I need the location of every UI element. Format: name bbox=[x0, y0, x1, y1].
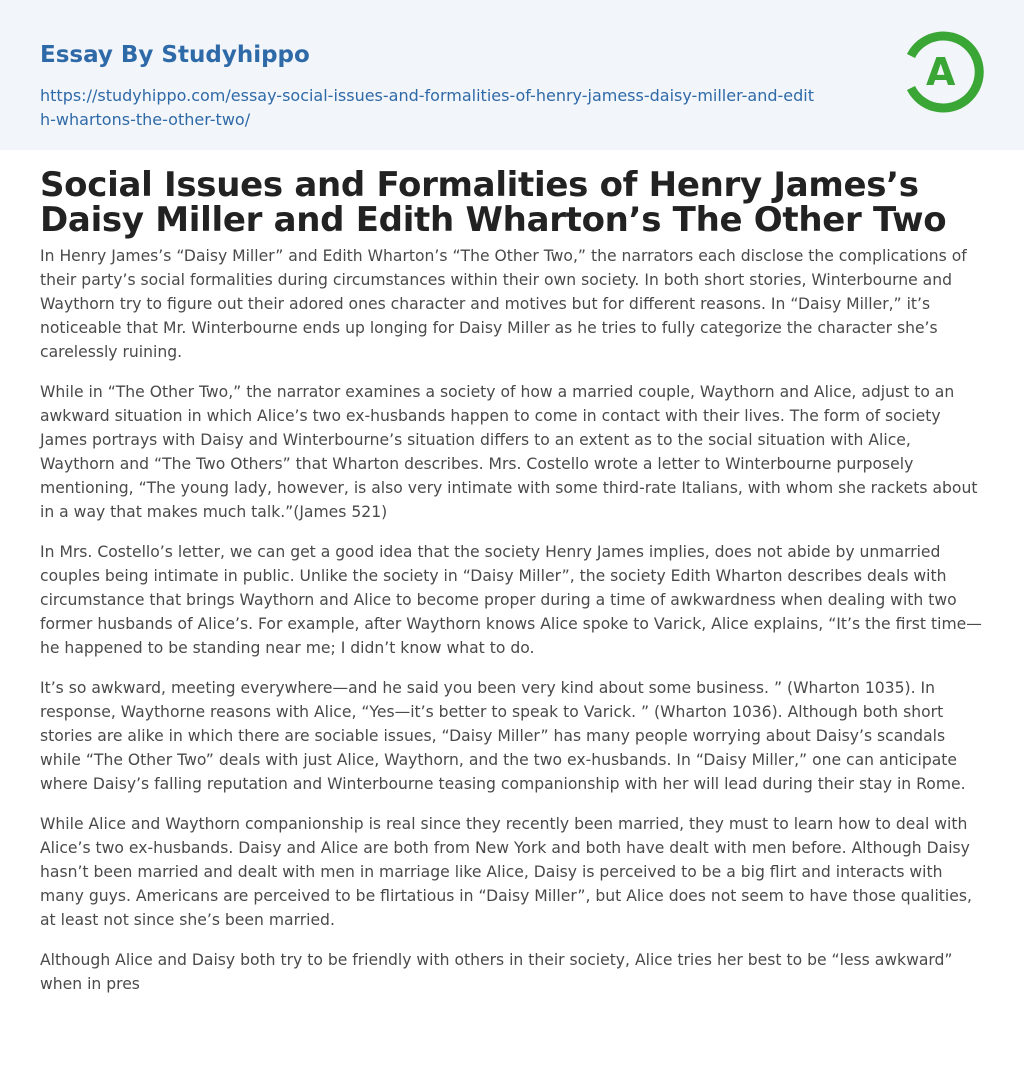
article-paragraph: In Mrs. Costello’s letter, we can get a good idea that the society Henry James implies, does not abide by unmarried couples being intimate in public. Unlike the society in “Daisy Miller”, the society Edith Wharton describes deals with circumstance that brings Waythorn and Alice to become proper during a time of awkwardness when dealing with two former husbands of Alice’s. For example, after Waythorn knows Alice spoke to Varick, Alice explains, “It’s the first time—he happened to be standing near me; I didn’t know what to do. bbox=[40, 543, 982, 657]
site-brand[interactable]: Essay By Studyhippo bbox=[40, 42, 310, 68]
article-paragraph: While Alice and Waythorn companionship is real since they recently been married, they must to learn how to deal with Alice’s two ex-husbands. Daisy and Alice are both from New York and both have dealt with men before. Although Daisy hasn’t been married and dealt with men in marriage like Alice, Daisy is perceived to be a big flirt and interacts with many guys. Americans are perceived to be flirtatious in “Daisy Miller”, but Alice does not seem to have those qualities, at least not since she’s been married. bbox=[40, 815, 972, 929]
article-title: Social Issues and Formalities of Henry James’s Daisy Miller and Edith Wharton’s The Other Two bbox=[40, 165, 947, 240]
article-paragraph: It’s so awkward, meeting everywhere—and he said you been very kind about some business. ” (Wharton 1035). In response, Waythorne reasons with Alice, “Yes—it’s better to speak to Varick. ” (Wharton 1036). Although both short stories are alike in which there are sociable issues, “Daisy Miller” has many people worrying about Daisy’s scandals while “The Other Two” deals with just Alice, Waythorn, and the two ex-husbands. In “Daisy Miller,” one can anticipate where Daisy’s falling reputation and Winterbourne teasing companionship with her will lead during their stay in Rome. bbox=[40, 679, 966, 793]
article-paragraph: While in “The Other Two,” the narrator examines a society of how a married couple, Waythorn and Alice, adjust to an awkward situation in which Alice’s two ex-husbands happen to come in contact with their lives. The form of society James portrays with Daisy and Winterbourne’s situation differs to an extent as to the social situation with Alice, Waythorn and “The Two Others” that Wharton describes. Mrs. Costello wrote a letter to Winterbourne purposely mentioning, “The young lady, however, is also very intimate with some third-rate Italians, with whom she rackets about in a way that makes much talk.”(James 521) bbox=[40, 383, 978, 521]
article-content bbox=[0, 150, 1024, 996]
logo-letter: A bbox=[926, 50, 956, 94]
studyhippo-logo-icon[interactable] bbox=[900, 30, 984, 114]
article-paragraph: In Henry James’s “Daisy Miller” and Edith Wharton’s “The Other Two,” the narrators each disclose the complications of their party’s social formalities during circumstances within their own society. In both short stories, Winterbourne and Waythorn try to figure out their adored ones character and motives but for different reasons. In “Daisy Miller,” it’s noticeable that Mr. Winterbourne ends up longing for Daisy Miller as he tries to fully categorize the character she’s carelessly ruining. bbox=[40, 247, 967, 361]
source-url-link[interactable]: https://studyhippo.com/essay-social-issues-and-formalities-of-henry-jamess-daisy-miller-and-edith-whartons-the-other-two/ bbox=[40, 86, 815, 129]
article-paragraph: Although Alice and Daisy both try to be friendly with others in their society, Alice tries her best to be “less awkward” when in pres bbox=[40, 951, 953, 993]
page-header bbox=[0, 0, 1024, 150]
